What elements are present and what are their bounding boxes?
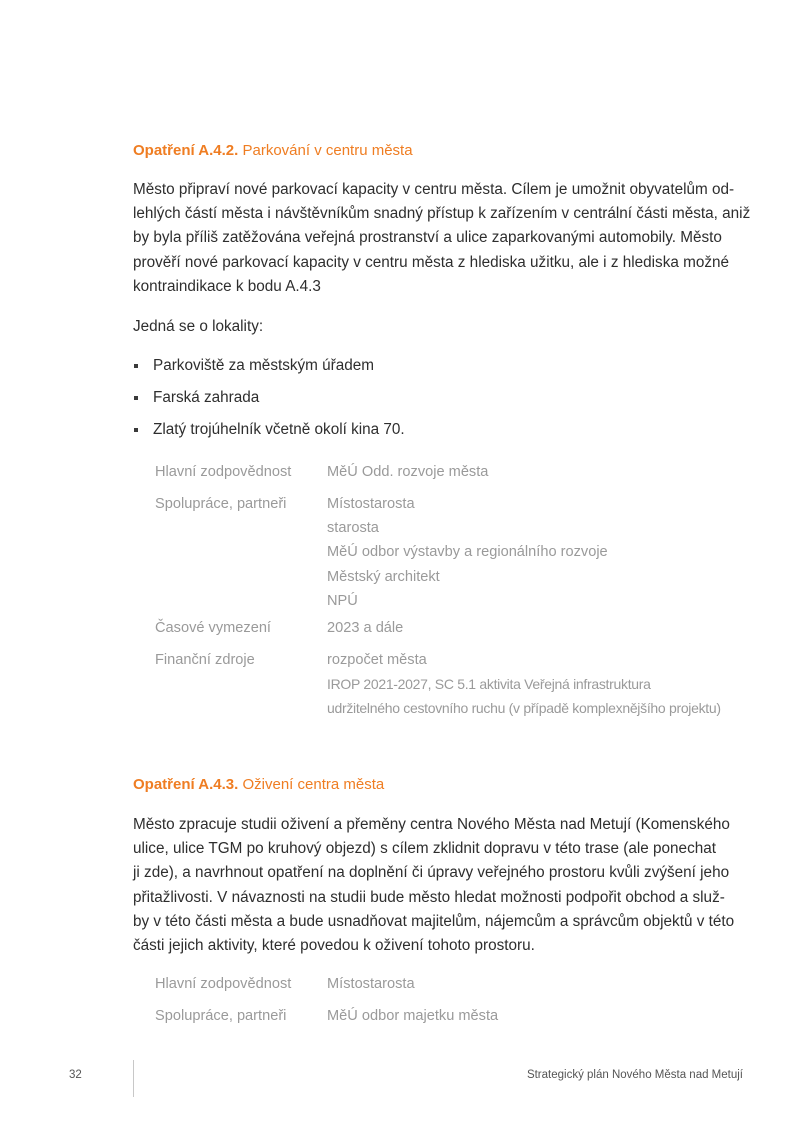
lead-label: Hlavní zodpovědnost (155, 976, 292, 992)
paragraph-line: kontraindikace k bodu A.4.3 (133, 277, 321, 295)
partners-value: MěÚ odbor majetku města (327, 1008, 499, 1024)
paragraph-line: části jejich aktivity, které povedou k oživení tohoto prostoru. (133, 937, 535, 955)
partners-values (327, 492, 721, 620)
partner-item: NPÚ (327, 592, 358, 609)
paragraph-line: prověří nové parkovací kapacity v centru města z hlediska užitku, ale i z hlediska možné (133, 253, 730, 271)
paragraph-line: by v této části města a bude usnadňovat majitelům, nájemcům a správcům objektů v této (133, 912, 735, 930)
paragraph-line: Město připraví nové parkovací kapacity v centru města. Cílem je umožnit obyvatelům od- (133, 181, 735, 198)
measure-title: Parkování v centru města (242, 142, 413, 159)
time-value: 2023 a dále (327, 620, 404, 636)
partners-row (155, 1008, 498, 1024)
partners-row (155, 492, 721, 620)
partner-item: MěÚ odbor výstavby a regionálního rozvoje (327, 544, 608, 561)
partner-item: Městský architekt (327, 568, 440, 585)
partner-item: starosta (327, 520, 379, 537)
finance-row (155, 648, 721, 721)
paragraph-line: Město zpracuje studii oživení a přeměny centra Nového Města nad Metují (Komenského (133, 816, 730, 833)
finance-values (327, 648, 721, 721)
paragraph-line: by byla příliš zatěžována veřejná prostranství a ulice zaparkovanými automobily. Město (133, 229, 722, 247)
partners-label: Spolupráce, partneři (155, 1008, 287, 1024)
paragraph-line: ji zde), a navrhnout opatření na doplnění či úpravy veřejného prostoru kvůli zvýšení jeho (133, 864, 730, 882)
responsibility-table (155, 976, 498, 1024)
lead-label: Hlavní zodpovědnost (155, 464, 292, 480)
measure-title: Oživení centra města (242, 776, 385, 793)
measure-heading (133, 142, 413, 159)
time-label: Časové vymezení (155, 620, 271, 636)
list-intro: Jedná se o lokality: (133, 318, 264, 335)
measure-description (133, 178, 751, 299)
finance-item: rozpočet města (327, 652, 427, 668)
lead-row (155, 976, 498, 1008)
partner-item: Místostarosta (327, 496, 415, 512)
list-item: Farská zahrada (133, 388, 405, 420)
lead-value: Místostarosta (327, 976, 415, 992)
measure-description (133, 813, 733, 958)
measure-heading (133, 776, 384, 793)
partners-label: Spolupráce, partneři (155, 496, 287, 512)
finance-item: IROP 2021-2027, SC 5.1 aktivita Veřejná infrastruktura (327, 676, 651, 693)
document-title: Strategický plán Nového Města nad Metují (526, 1069, 743, 1081)
location-list (133, 356, 405, 452)
finance-item: udržitelného cestovního ruchu (v případě komplexnějšího projektu) (327, 700, 721, 717)
page-number: 32 (69, 1069, 82, 1081)
measure-code: Opatření A.4.3. (133, 776, 239, 793)
measure-code: Opatření A.4.2. (133, 142, 239, 159)
footer-divider (133, 1060, 134, 1097)
list-item: Parkoviště za městským úřadem (133, 356, 405, 388)
paragraph-line: lehlých částí města i návštěvníkům snadný přístup k zařízením v centrální části města, aniž (133, 205, 751, 223)
paragraph-line: ulice, ulice TGM po kruhový objezd) s cílem zklidnit dopravu v této trase (ale ponechat (133, 840, 716, 858)
list-item: Zlatý trojúhelník včetně okolí kina 70. (133, 420, 405, 452)
paragraph-line: přitažlivosti. V návaznosti na studii bude město hledat možnosti podpořit obchod a služ- (133, 888, 725, 906)
finance-label: Finanční zdroje (155, 652, 255, 668)
responsibility-table (155, 464, 721, 721)
lead-value: MěÚ Odd. rozvoje města (327, 464, 489, 480)
